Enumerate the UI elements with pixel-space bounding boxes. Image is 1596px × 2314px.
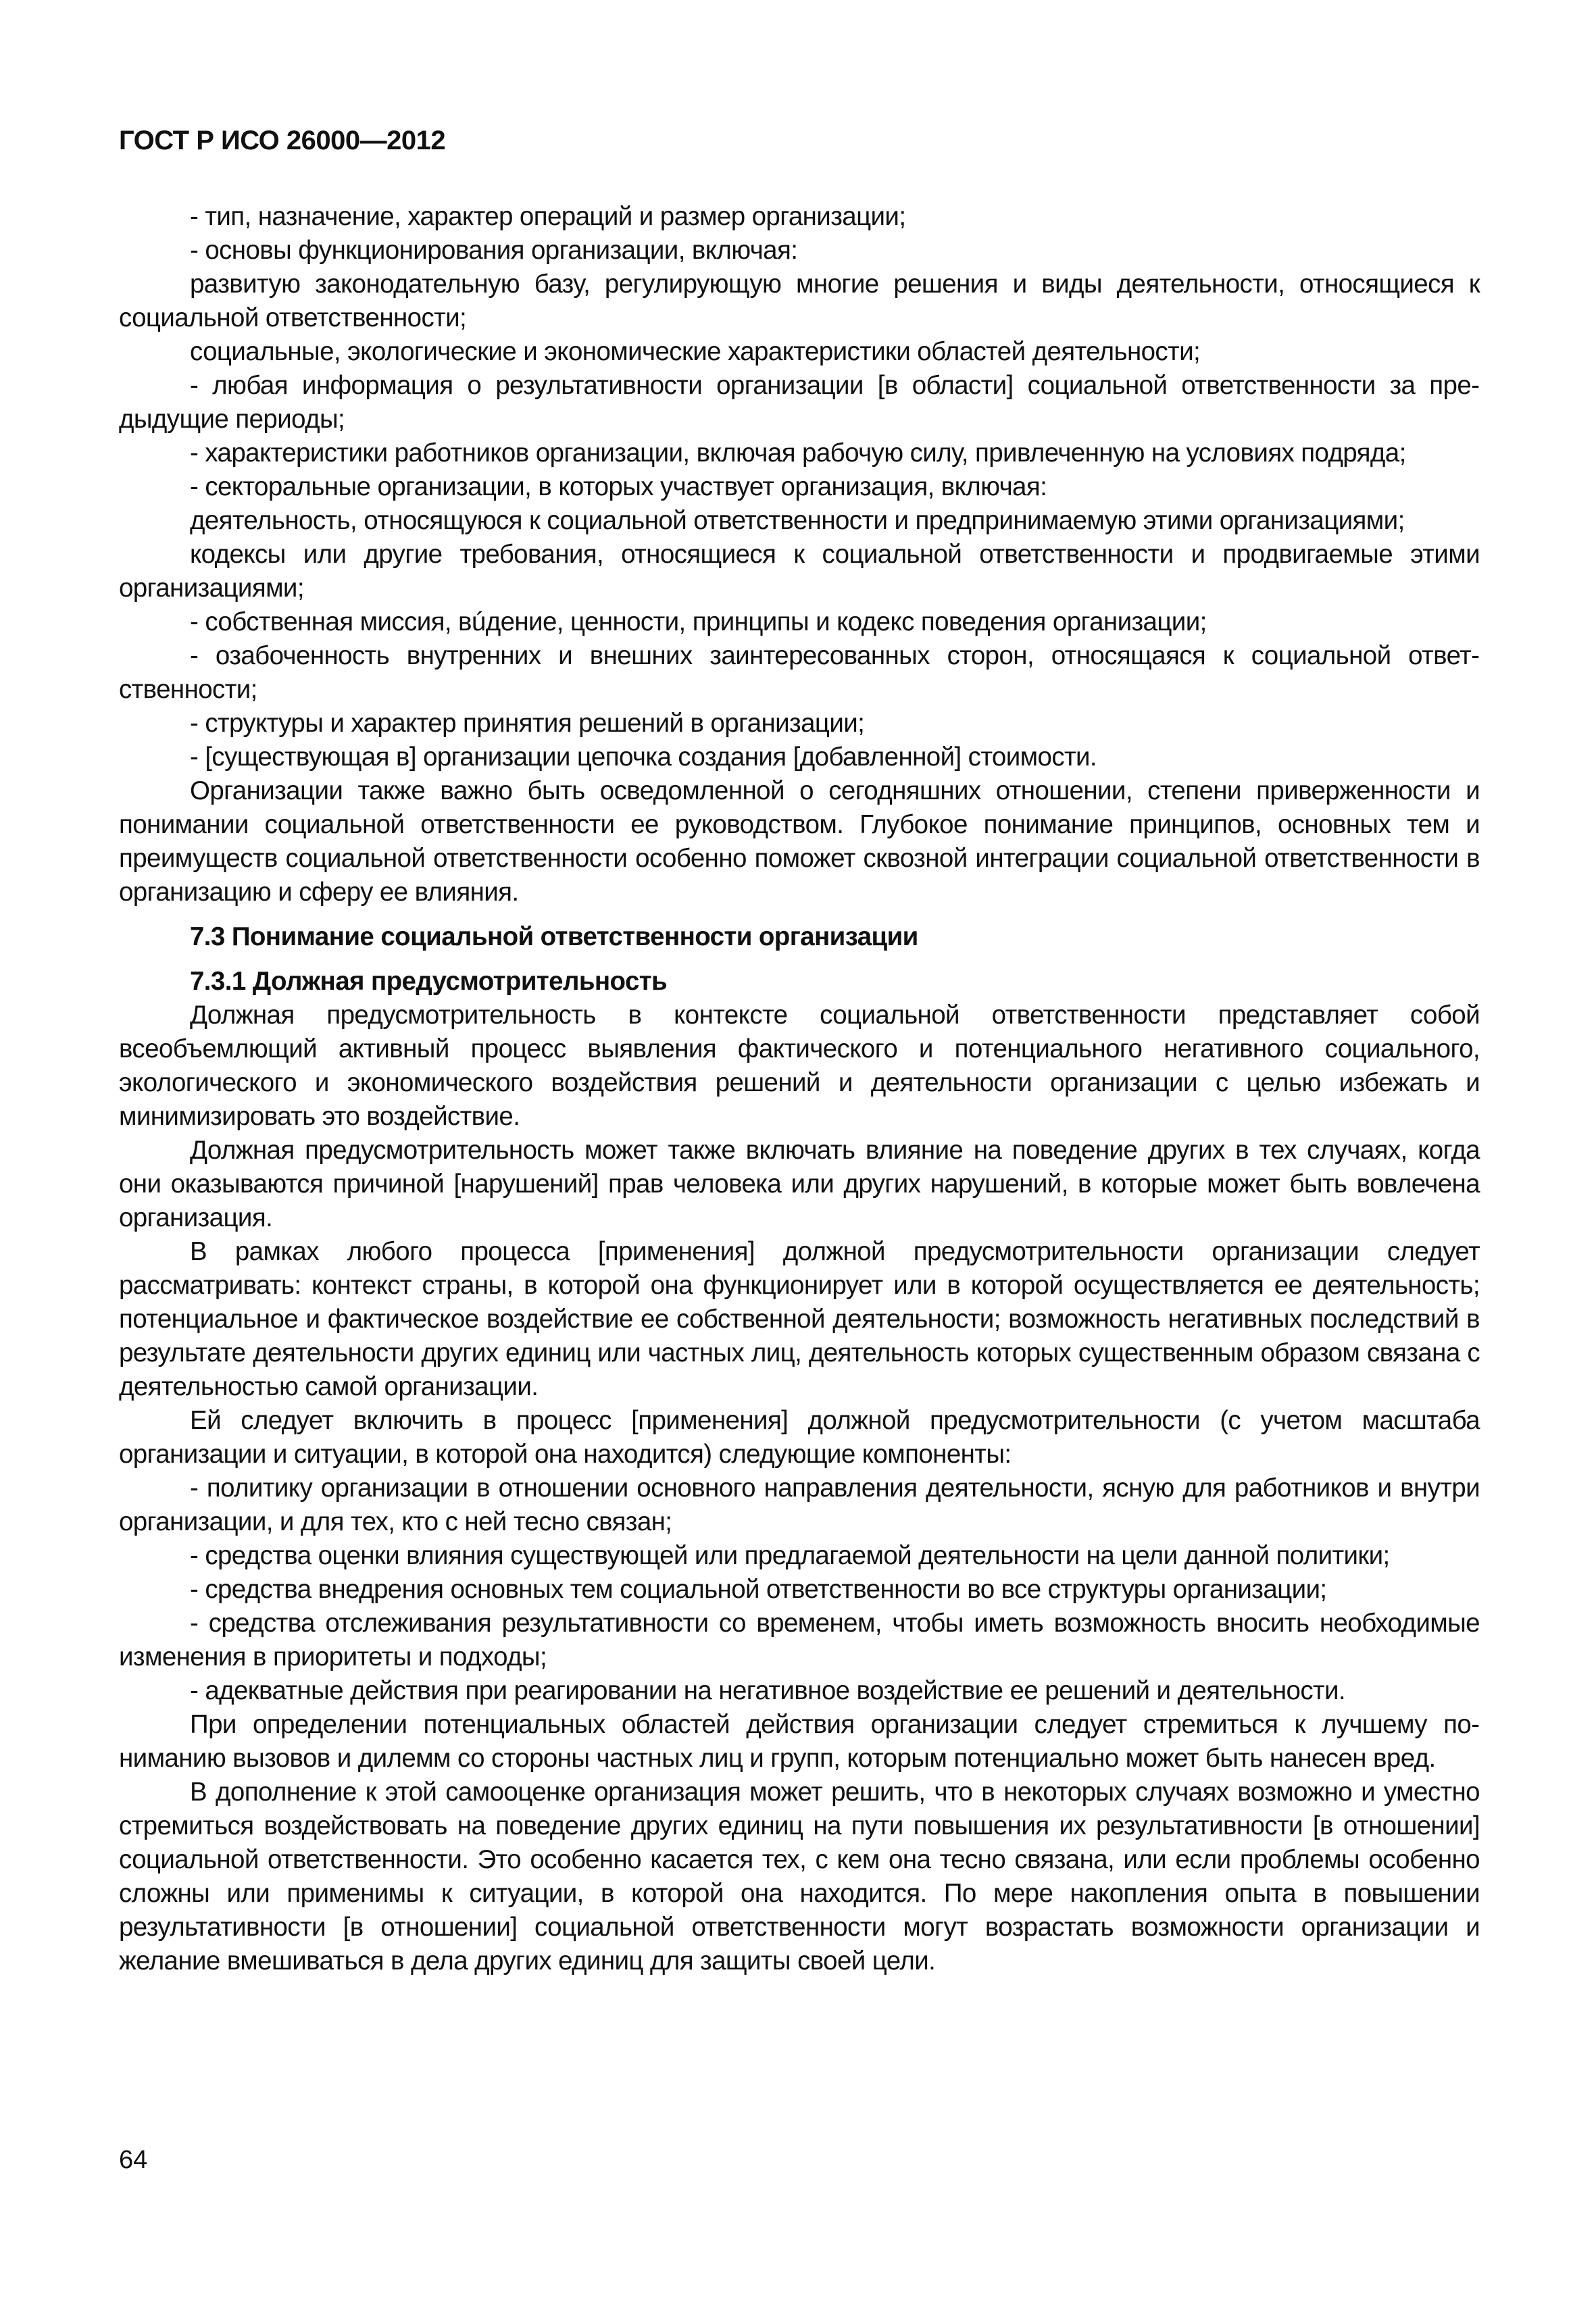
page-number: 64	[119, 2146, 148, 2174]
paragraph: - [существующая в] организации цепочка создания [добавленной] стоимости.	[190, 743, 1097, 772]
paragraph: - характеристики работников организации, включая рабочую силу, привлеченную на условиях подряда;	[190, 438, 1406, 468]
paragraph: - адекватные действия при реагировании на негативное воздействие ее решений и деятельности.	[190, 1676, 1346, 1705]
paragraph: деятельность, относящуюся к социальной ответственности и предпринимаемую этими организациями;	[190, 506, 1405, 535]
paragraph: кодексы или другие требования, относящиеся к социальной ответственности и продвигаемые этими организациями;	[119, 540, 1480, 603]
paragraph: - средства оценки влияния существующей или предлагаемой деятельности на цели данной политики;	[190, 1541, 1390, 1570]
paragraph: - средства внедрения основных тем социальной ответственности во все структуры организации;	[190, 1575, 1327, 1604]
paragraph: При определении потенциальных областей действия организации следует стремиться к лучшему пониманию вызовов и дилемм со стороны частных лиц и групп, которым потенциально может быть нанесен вред.	[119, 1710, 1480, 1773]
paragraph: - озабоченность внутренних и внешних заинтересованных сторон, относящаяся к социальной ответственности;	[119, 641, 1480, 704]
subsection-heading: 7.3.1 Должная предусмотрительность	[190, 967, 668, 996]
paragraph: В рамках любого процесса [применения] должной предусмотрительности организации следует рассматривать: контекст страны, в которой она функционирует или в которой осуществляется ее деятельность; потенциальное и фактическое воздействие ее собственной деятельности; возможность негативных последствий в результате деятельности других единиц или частных лиц, деятельность которых существенным образом связана с деятельностью самой организации.	[119, 1237, 1480, 1401]
paragraph: Должная предусмотрительность может также включать влияние на поведение других в тех случаях, когда они оказываются причиной [нарушений] прав человека или других нарушений, в которые может быть вовлечена организация.	[119, 1136, 1480, 1232]
section-heading: 7.3 Понимание социальной ответственности организации	[190, 922, 918, 951]
paragraph: - любая информация о результативности организации [в области] социальной ответственности за предыдущие периоды;	[119, 371, 1480, 434]
paragraph: - собственная миссия, вúдение, ценности, принципы и кодекс поведения организации;	[190, 607, 1207, 636]
paragraph: - политику организации в отношении основного направления деятельности, ясную для работников и внутри организации, и для тех, кто с ней тесно связан;	[119, 1474, 1480, 1536]
paragraph: - структуры и характер принятия решений в организации;	[190, 709, 865, 738]
document-header-code: ГОСТ Р ИСО 26000—2012	[119, 126, 446, 155]
paragraph: Ей следует включить в процесс [применения] должной предусмотрительности (с учетом масштаба организации и ситуации, в которой она находится) следующие компоненты:	[119, 1406, 1480, 1469]
paragraph: - тип, назначение, характер операций и размер организации;	[190, 202, 906, 231]
paragraph: развитую законодательную базу, регулирующую многие решения и виды деятельности, относящиеся к социальной ответственности;	[119, 270, 1480, 332]
paragraph: - основы функционирования организации, включая:	[190, 236, 798, 265]
paragraph: Должная предусмотрительность в контексте социальной ответственности представляет собой всеобъемлющий активный процесс выявления фактического и потенциального негативного социального, экологического и экономического воздействия решений и деятельности организации с целью избежать и минимизировать это воздействие.	[119, 1001, 1480, 1131]
document-body	[119, 200, 1480, 1978]
paragraph: - секторальные организации, в которых участвует организация, включая:	[190, 472, 1047, 501]
paragraph: В дополнение к этой самооценке организация может решить, что в некоторых случаях возможно и уместно стремиться воздействовать на поведение других единиц на пути повышения их результативности [в отношении] социальной ответственности. Это особенно касается тех, с кем она тесно связана, или если проблемы особенно сложны или применимы к ситуации, в которой она находится. По мере накопления опыта в повышении результативности [в отношении] социальной ответственности могут возрастать возможности организации и желание вмешиваться в дела других единиц для защиты своей цели.	[119, 1778, 1480, 1976]
paragraph: социальные, экологические и экономические характеристики областей деятельности;	[190, 337, 1201, 366]
paragraph: - средства отслеживания результативности со временем, чтобы иметь возможность вносить необходимые изменения в приоритеты и подходы;	[119, 1609, 1480, 1671]
paragraph: Организации также важно быть осведомленной о сегодняшних отношении, степени приверженности и понимании социальной ответственности ее руководством. Глубокое понимание принципов, основных тем и преимуществ социальной ответственности особенно поможет сквозной интеграции социальной ответственности в организацию и сферу ее влияния.	[119, 776, 1480, 907]
